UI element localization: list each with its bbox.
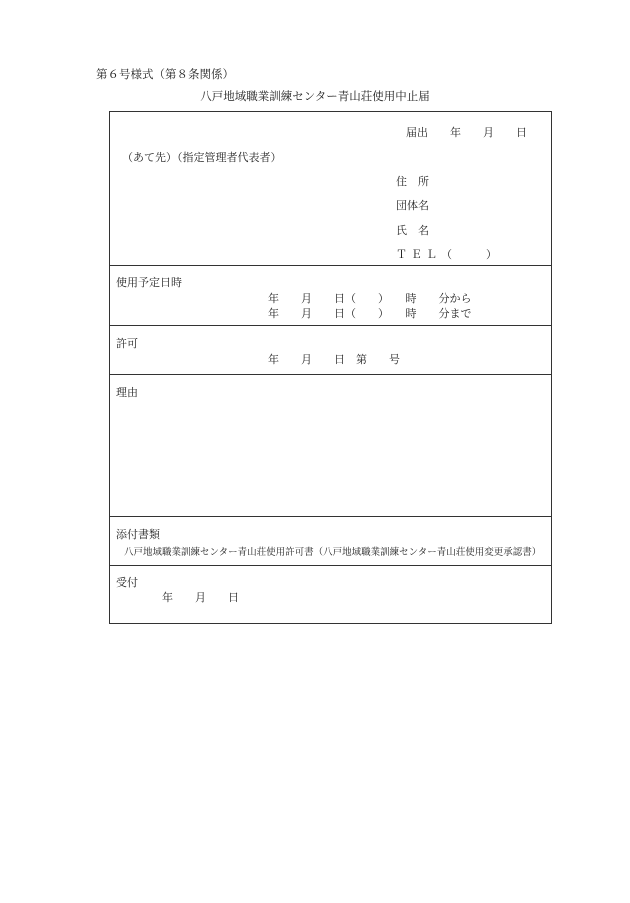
- attachments-value: 八戸地域職業訓練センター青山荘使用許可書（八戸地域職業訓練センター青山荘使用変更承認書）: [124, 547, 542, 558]
- reason-label: 理由: [116, 386, 138, 399]
- receipt-label: 受付: [116, 576, 138, 589]
- addressee: （あて先）（指定管理者代表者）: [122, 151, 282, 164]
- divider: [110, 516, 551, 517]
- divider: [110, 265, 551, 266]
- divider: [110, 374, 551, 375]
- divider: [110, 565, 551, 566]
- permit-label: 許可: [116, 337, 138, 350]
- schedule-from: 年 月 日（ ） 時 分から: [268, 292, 472, 305]
- schedule-label: 使用予定日時: [116, 276, 182, 289]
- attachments-label: 添付書類: [116, 528, 160, 541]
- schedule-to: 年 月 日（ ） 時 分まで: [268, 307, 472, 320]
- receipt-date: 年 月 日: [162, 591, 239, 604]
- form-number: 第６号様式（第８条関係）: [96, 67, 234, 81]
- permit-value: 年 月 日 第 号: [268, 353, 400, 366]
- form-frame: [109, 111, 552, 624]
- submission-date: 届出 年 月 日: [406, 126, 527, 139]
- divider: [110, 325, 551, 326]
- organization-label: 団体名: [396, 199, 429, 212]
- form-title: 八戸地域職業訓練センター青山荘使用中止届: [200, 89, 430, 103]
- address-label: 住 所: [396, 175, 429, 188]
- tel-label: ＴＥＬ（ ）: [396, 248, 501, 261]
- name-label: 氏 名: [396, 224, 429, 237]
